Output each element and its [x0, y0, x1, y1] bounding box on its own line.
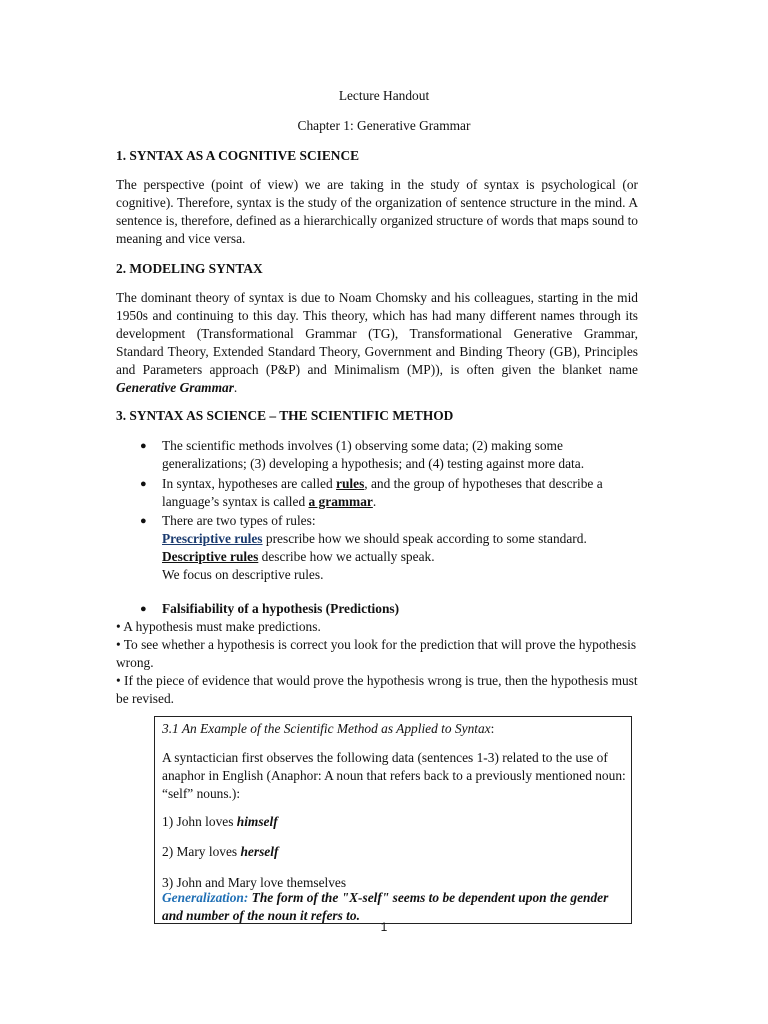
example-box	[154, 716, 632, 924]
list-item: ● The scientific methods involves (1) observing some data; (2) making some generalizations; (3) developing a hypothesis; and (4) testing against more data.	[140, 438, 585, 471]
list-item: ● There are two types of rules: Prescriptive rules prescribe how we should speak according to some standard. Descriptive rules describe how we actually speak. We focus on descriptive rules.	[140, 513, 587, 582]
chapter-title: Chapter 1: Generative Grammar	[297, 118, 471, 133]
prediction-notes: • A hypothesis must make predictions. • To see whether a hypothesis is correct you look for the prediction that will prove the hypothesis wrong. • If the piece of evidence that would prove the hypothesis wrong is true, then the hypothesis must be revised.	[116, 619, 638, 706]
example-box-title: 3.1 An Example of the Scientific Method as Applied to Syntax:	[162, 721, 495, 736]
bullet-icon: ●	[140, 440, 147, 452]
example-box-intro: A syntactician first observes the following data (sentences 1-3) related to the use of anaphor in English (Anaphor: A noun that refers back to a previously mentioned noun: “self” nouns.):	[162, 750, 626, 801]
section-2-heading: 2. MODELING SYNTAX	[116, 261, 263, 276]
prescriptive-rules-term: Prescriptive rules	[162, 531, 263, 546]
page-number: 1	[380, 920, 388, 934]
section-3-heading: 3. SYNTAX AS SCIENCE – THE SCIENTIFIC METHOD	[116, 408, 454, 423]
section-1-body: The perspective (point of view) we are taking in the study of syntax is psychological (or cognitive). Therefore, syntax is the study of the organization of sentence structure in the mind. A sentence is, therefore, defined as a hierarchically organized structure of words that maps sound to meaning and vice versa.	[116, 177, 638, 246]
bullet-icon: ●	[140, 478, 147, 490]
section-2-body: The dominant theory of syntax is due to Noam Chomsky and his colleagues, starting in the mid 1950s and continuing to this day. This theory, which has had many different names through its development (Transformational Grammar (TG), Transformational Generative Grammar, Standard Theory, Extended Standard Theory, Government and Binding Theory (GB), Principles and Parameters approach (P&P) and Minimalism (MP)), is often given the blanket name Generative Grammar.	[116, 290, 638, 395]
example-3: 3) John and Mary love themselves	[162, 875, 347, 890]
bullet-icon: ●	[140, 515, 147, 527]
list-item: ● Falsifiability of a hypothesis (Predictions)	[140, 601, 400, 616]
document-title: Lecture Handout	[338, 88, 430, 103]
section-1-heading: 1. SYNTAX AS A COGNITIVE SCIENCE	[116, 148, 360, 163]
rules-term: rules	[336, 476, 365, 491]
bullet-icon: ●	[140, 603, 147, 615]
generative-grammar-term: Generative Grammar	[116, 380, 234, 395]
descriptive-rules-term: Descriptive rules	[162, 549, 259, 564]
list-item: ● In syntax, hypotheses are called rules, and the group of hypotheses that describe a language’s syntax is called a grammar.	[140, 476, 603, 509]
generalization: Generalization: The form of the "X-self" seems to be dependent upon the gender and number of the noun it refers to.	[162, 890, 609, 923]
example-2: 2) Mary loves herself	[162, 844, 279, 859]
grammar-term: a grammar	[308, 494, 373, 509]
example-1: 1) John loves himself	[162, 814, 278, 829]
generalization-label: Generalization:	[162, 890, 249, 905]
